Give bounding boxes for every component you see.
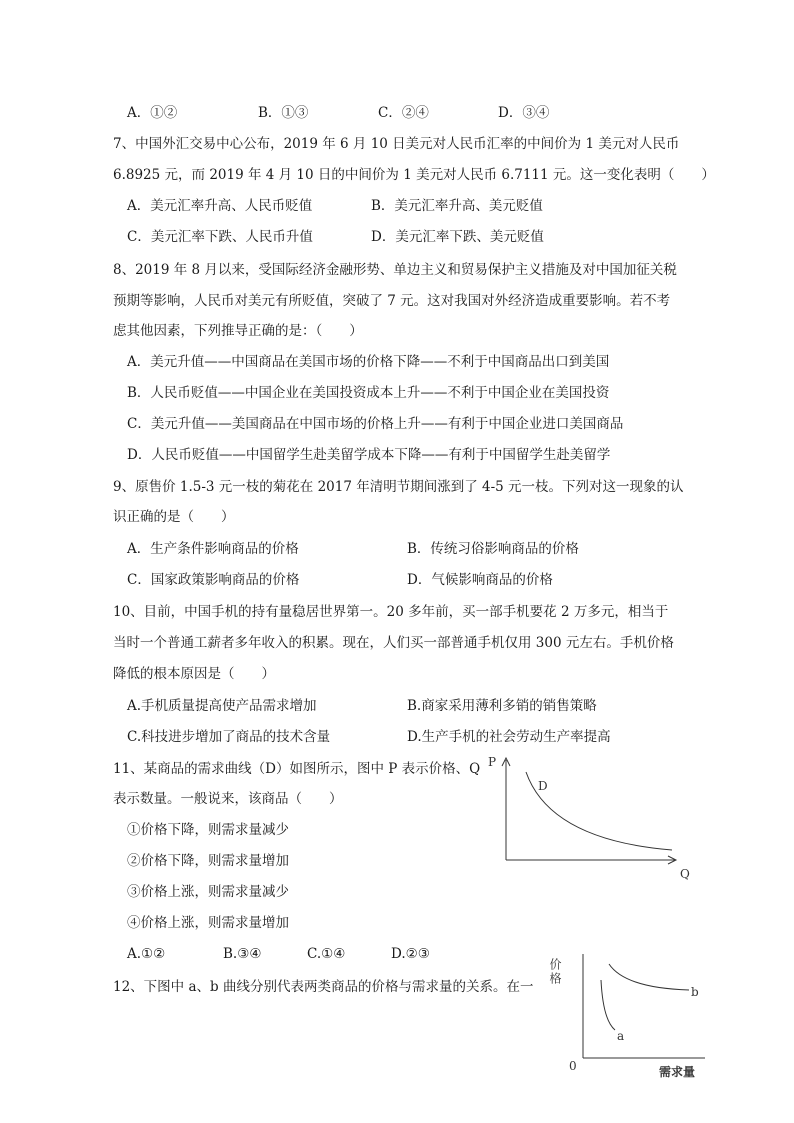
q10-option-c: C.科技进步增加了商品的技术含量 (127, 729, 331, 745)
q11-item-3: ③价格上涨，则需求量减少 (127, 884, 289, 900)
q12-curve-b-label: b (691, 985, 699, 999)
q10-line-3: 降低的根本原因是（ ） (113, 666, 275, 682)
q7-line-1: 7、中国外汇交易中心公布，2019 年 6 月 10 日美元对人民币汇率的中间价为 1 美元对人民币 (113, 136, 680, 152)
q8-option-c: C．美元升值——美国商品在中国市场的价格上升——有利于中国企业进口美国商品 (127, 416, 624, 432)
q10-line-2: 当时一个普通工薪者多年收入的积累。现在，人们买一部普通手机仅用 300 元左右。手机价格 (113, 635, 674, 651)
q9-option-a: A．生产条件影响商品的价格 (127, 541, 299, 557)
q10-line-1: 10、目前，中国手机的持有量稳居世界第一。20 多年前，买一部手机要花 2 万多元，相当于 (113, 604, 669, 620)
q7-line-2: 6.8925 元，而 2019 年 4 月 10 日的中间价为 1 美元对人民币 6.7111 元。这一变化表明（ ） (113, 167, 715, 183)
q8-line-3: 虑其他因素，下列推导正确的是：（ ） (113, 323, 363, 339)
q11-line-1: 11、某商品的需求曲线（D）如图所示，图中 P 表示价格、Q (113, 761, 481, 777)
q12-curve-a (601, 980, 615, 1030)
q6-option-a: A．①② (127, 105, 178, 121)
q7-option-b: B．美元汇率升高、美元贬值 (371, 198, 543, 214)
q11-option-b: B.③④ (223, 946, 262, 962)
q11-line-2: 表示数量。一般说来，该商品（ ） (113, 791, 343, 807)
q8-option-b: B．人民币贬值——中国企业在美国投资成本上升——不利于中国企业在美国投资 (127, 385, 610, 401)
q6-option-d: D．③④ (498, 105, 550, 121)
q11-option-c: C.①④ (307, 946, 346, 962)
q7-option-a: A．美元汇率升高、人民币贬值 (127, 198, 313, 214)
q12-demand-figure (548, 940, 715, 1080)
q12-y-label: 价格 (548, 958, 562, 986)
q12-line-1: 12、下图中 a、b 曲线分别代表两类商品的价格与需求量的关系。在一 (113, 979, 534, 995)
q9-option-d: D．气候影响商品的价格 (407, 572, 553, 588)
q12-x-label: 需求量 (659, 1065, 696, 1079)
q11-y-label: P (488, 755, 497, 769)
q8-option-d: D．人民币贬值——中国留学生赴美留学成本下降——有利于中国留学生赴美留学 (127, 447, 611, 463)
q8-option-a: A．美元升值——中国商品在美国市场的价格下降——不利于中国商品出口到美国 (127, 354, 610, 370)
q10-option-a: A.手机质量提高使产品需求增加 (127, 698, 317, 714)
q8-line-1: 8、2019 年 8 月以来，受国际经济金融形势、单边主义和贸易保护主义措施及对中国加征关税 (113, 262, 677, 278)
q12-origin-label: 0 (569, 1059, 577, 1073)
q10-option-b: B.商家采用薄利多销的销售策略 (407, 698, 597, 714)
q9-line-2: 识正确的是（ ） (113, 509, 235, 525)
q11-x-label: Q (680, 867, 690, 881)
q12-curve-a-label: a (617, 1029, 625, 1043)
q6-option-c: C．②④ (378, 105, 429, 121)
q10-option-d: D.生产手机的社会劳动生产率提高 (407, 729, 611, 745)
q11-item-4: ④价格上涨，则需求量增加 (127, 915, 289, 931)
q6-option-b: B．①③ (258, 105, 309, 121)
q9-line-1: 9、原售价 1.5-3 元一枝的菊花在 2017 年清明节期间涨到了 4-5 元一枝。下列对这一现象的认 (113, 479, 684, 495)
q11-item-2: ②价格下降，则需求量增加 (127, 853, 289, 869)
q11-curve-label: D (538, 779, 548, 793)
q9-option-c: C．国家政策影响商品的价格 (127, 572, 300, 588)
q11-demand-figure (480, 752, 700, 882)
q11-option-d: D.②③ (391, 946, 430, 962)
q7-option-d: D．美元汇率下跌、美元贬值 (371, 229, 544, 245)
q7-option-c: C．美元汇率下跌、人民币升值 (127, 229, 313, 245)
q11-demand-curve (526, 772, 672, 850)
q12-curve-b (609, 964, 689, 990)
q9-option-b: B．传统习俗影响商品的价格 (407, 541, 579, 557)
q8-line-2: 预期等影响，人民币对美元有所贬值，突破了 7 元。这对我国对外经济造成重要影响。若不考 (113, 293, 671, 309)
q11-option-a: A.①② (127, 946, 166, 962)
q11-item-1: ①价格下降，则需求量减少 (127, 822, 289, 838)
